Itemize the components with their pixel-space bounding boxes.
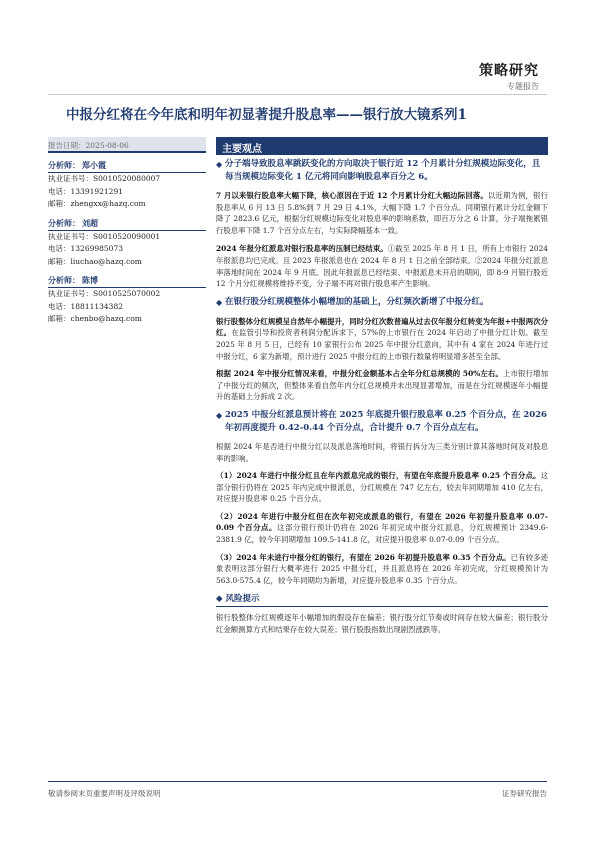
- analyst-heading: [48, 218, 206, 231]
- paragraph-lead: （3）2024 年未进行中报分红的银行，有望在 2026 年初提升股息率 0.35 个百分点。: [216, 552, 511, 562]
- analyst-label: 分析师：: [48, 160, 80, 170]
- bullet-icon: ◆: [216, 409, 223, 420]
- risk-heading: [216, 592, 548, 607]
- footer-label: 证券研究报告: [502, 789, 547, 798]
- paragraph-lead: 7 月以来银行股息率大幅下降，核心原因在于近 12 个月累计分红大幅边际回落。: [216, 191, 488, 200]
- paragraph-body: 这部分银行预计仍将在 2026 年初完成中报分红派息，分红规模预计 2349.6-2381.9 亿，较今年同期增加 109.5-141.8 亿，对应提升股息率 0.07-0.09 个百分点。: [216, 523, 549, 545]
- analyst-email: 邮箱：chenbo@hazq.com: [48, 314, 142, 323]
- analyst-label: 分析师：: [48, 217, 80, 228]
- paragraph: [216, 441, 548, 464]
- paragraph-lead: （1）2024 年进行中报分红且在年内派息完成的银行，有望在年底提升股息率 0.25 个百分点。: [216, 471, 541, 481]
- analyst-cert: 执业证书号：S0010520090001: [48, 231, 161, 241]
- key-point-text: 分子端导致股息率跳跃变化的方向取决于银行近 12 个月累计分红规模边际变化，且每当规模边际变化 1 亿元将同向影响股息率百分之 6。: [225, 159, 541, 182]
- report-date: 报告日期：2025-08-06: [48, 137, 206, 153]
- main-content: [216, 137, 548, 636]
- key-point-heading: [216, 158, 548, 184]
- analyst-block: [48, 218, 206, 269]
- analyst-name: 陈博: [82, 275, 98, 285]
- section-title: 主要观点: [216, 137, 548, 155]
- paragraph-lead: 2024 年报分红派息对银行股息率的压制已经结束。: [216, 244, 388, 254]
- doc-type: 策略研究: [479, 63, 539, 79]
- key-point-heading: [216, 409, 548, 435]
- bullet-icon: ◆: [216, 159, 223, 169]
- paragraph-body: 已有较多迹象表明这部分银行大概率进行 2025 中报分红，并且派息将在 2026 年初完成，分红规模预计为 563.0-575.4 亿，较今年同期均为新增，对应提升股息率 0.35 个百分点。: [216, 552, 548, 585]
- paragraph: [216, 368, 548, 403]
- paragraph: [216, 470, 548, 505]
- key-point-text: 2025 中报分红派息预计将在 2025 年底提升银行股息率 0.25 个百分点，在 2026 年初再度提升 0.42-0.44 个百分点，合计提升 0.7 个百分点左右。: [225, 409, 547, 433]
- header-rule: [48, 94, 547, 95]
- paragraph-lead: （2）2024 年进行中报分红但在次年初完成派息的银行，有望在 2026 年初提升股息率 0.07-0.09 个百分点。: [216, 511, 548, 533]
- footer-disclaimer: 敬请参阅末页重要声明及评级说明: [48, 789, 161, 798]
- analyst-email: 邮箱：liuchao@hazq.com: [48, 256, 142, 266]
- analyst-name: 郑小霞: [82, 160, 106, 170]
- analyst-block: [48, 160, 206, 211]
- analyst-phone: 电话：13391921291: [48, 186, 123, 196]
- analyst-phone: 电话：13269985073: [48, 244, 123, 253]
- paragraph: [216, 552, 548, 587]
- analyst-heading: [48, 275, 206, 288]
- analyst-block: [48, 275, 206, 326]
- paragraph: [216, 243, 548, 289]
- analyst-label: 分析师：: [48, 275, 80, 285]
- paragraph-lead: 根据 2024 年中报分红情况来看，中报分红金额基本占全年分红总规模的 50%左右。: [216, 369, 503, 379]
- paragraph-body: ①截至 2025 年 8 月 1 日，所有上市银行 2024 年报派息均已完成。且 2023 年报派息也在 2024 年 8 月 1 日之前全部结束。②2024 年报分红派息率落地时间在 2024 年 9 月底。因此年报派息已经结束、中报派息未开启的期间，即 8-9 月银行股近 12 个月分红规模将维持不变，分子端不再对银行股息率产生影响。: [216, 244, 548, 289]
- key-point-heading: [216, 296, 548, 309]
- paragraph-body: 根据 2024 年是否进行中报分红以及派息落地时间，将银行拆分为三类分别计算其落地时间及对股息率的影响。: [216, 441, 548, 463]
- key-point-text: 在银行股分红规模整体小幅增加的基础上，分红频次新增了中报分红。: [225, 296, 489, 307]
- paragraph-lead: 银行股整体分红规模呈自然年小幅提升，同时分红次数普遍从过去仅年报分红转变为年报+中报两次分红。: [216, 316, 548, 338]
- analyst-name: 刘超: [82, 217, 98, 228]
- risk-title: 风险提示: [225, 594, 260, 605]
- paragraph: [216, 316, 548, 362]
- paragraph-body: 在监管引导和投资者利润分配诉求下，57%的上市银行在 2024 年启动了中报分红计划。截至 2025 年 8 月 5 日，已经有 10 家银行公布 2025 年中报分红意向，其中有 4 家在 2024 年进行过中报分红，6 家为新增，预计进行 2025 中报分红的上市银行数量将明显增多甚至全部。: [216, 328, 548, 361]
- bullet-icon: ◆: [216, 296, 223, 307]
- risk-paragraph: 银行股整体分红规模逐年小幅增加的假设存在偏差；银行股分红节奏或时间存在较大偏差；银行股分红金额测算方式和结果存在较大误差；银行股股指数出现剧烈涨跌等。: [216, 613, 548, 635]
- analyst-cert: 执业证书号：S0010525070002: [48, 289, 161, 298]
- analyst-email: 邮箱：zhengxx@hazq.com: [48, 199, 146, 208]
- paragraph: [216, 511, 548, 546]
- analyst-phone: 电话：18811134382: [48, 301, 123, 311]
- sidebar: [48, 137, 206, 326]
- analyst-heading: [48, 160, 206, 173]
- analyst-cert: 执业证书号：S0010520080007: [48, 174, 161, 183]
- paragraph-body: 这部分银行仍将在 2025 年内完成中报派息，分红规模在 747 亿左右，较去年同期增加 410 亿左右，对应提升股息率 0.25 个百分点。: [216, 471, 548, 504]
- report-title: 中报分红将在今年底和明年初显著提升股息率——银行放大镜系列1: [66, 107, 467, 123]
- bullet-icon: ◆: [216, 594, 223, 605]
- doc-subtype: 专题报告: [507, 82, 539, 91]
- footer-rule: [48, 781, 547, 782]
- paragraph-body: 上市银行增加了中报分红的频次，但整体来看自然年内分红总规模并未出现显著增加，而是在分红规模逐年小幅提升的基础上分拆成 2 次。: [216, 369, 548, 402]
- paragraph-body: 以近期为例，银行股息率从 6 月 13 日 5.8%到 7 月 29 日 4.1%，大幅下降 1.7 个百分点。同期银行累计分红金额下降了 2823.6 亿元，根据分红规模边际变化对股息率的影响系数，即百万分之 6 计算，分子端拖累银行股息率下降 1.7 个百分点左右，与实际降幅基本一致。: [216, 191, 548, 235]
- paragraph: [216, 190, 548, 236]
